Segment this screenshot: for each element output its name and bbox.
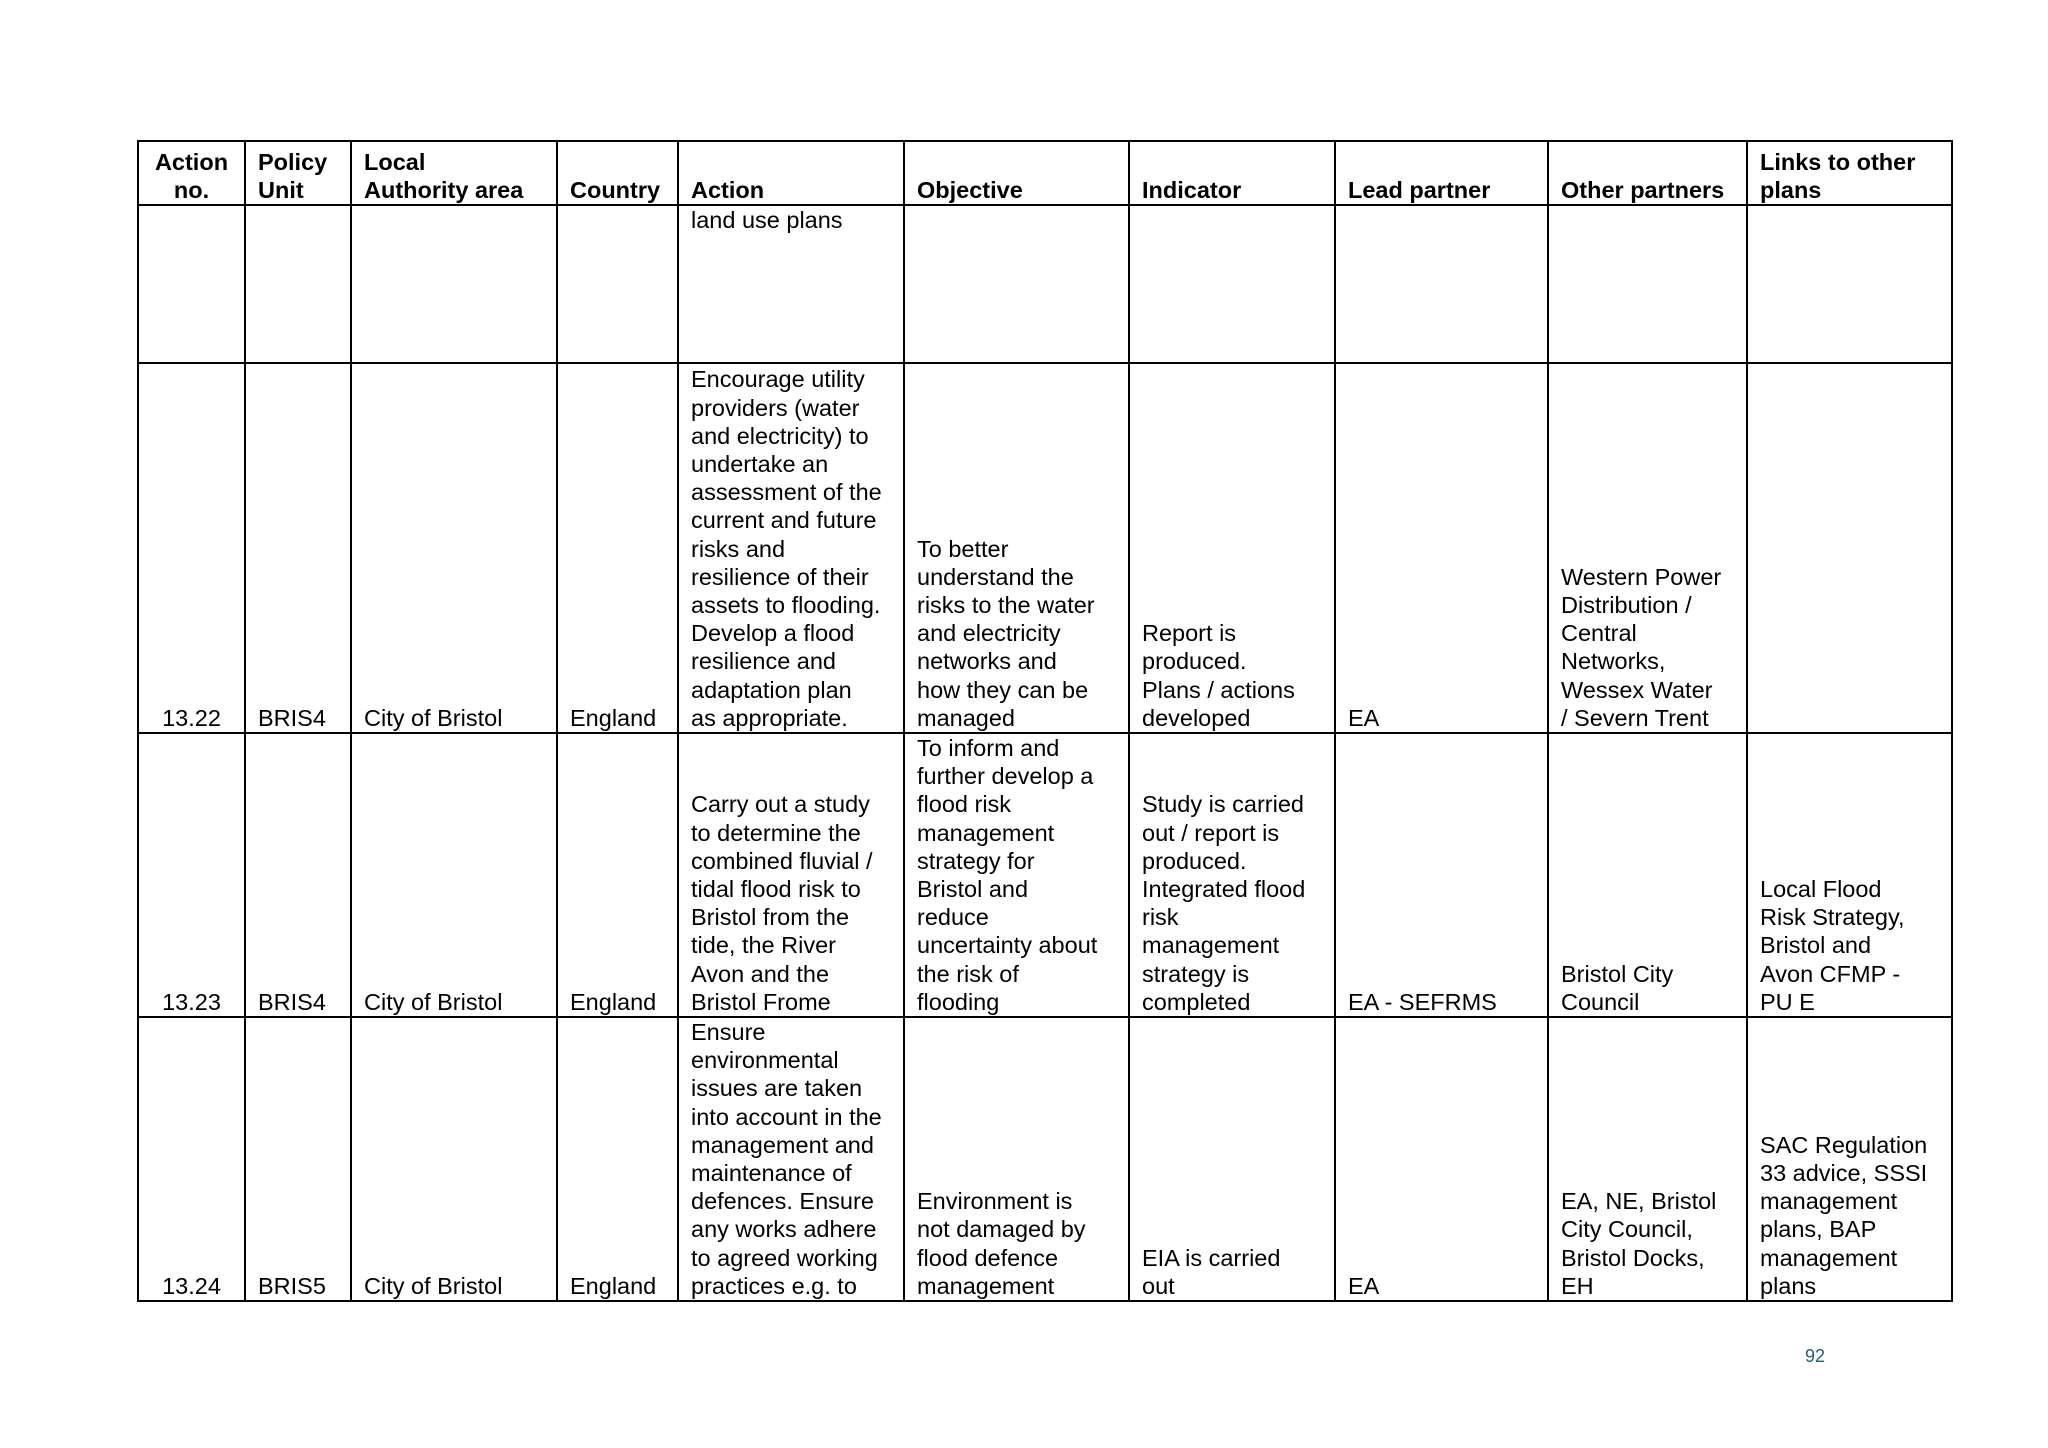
cell-objective	[904, 205, 1129, 363]
cell-local-authority: City of Bristol	[351, 733, 557, 1017]
cell-country: England	[557, 1017, 678, 1301]
cell-links: Local Flood Risk Strategy, Bristol and Avon CFMP - PU E	[1747, 733, 1952, 1017]
header-policy-unit: Policy Unit	[245, 141, 351, 205]
cell-local-authority: City of Bristol	[351, 1017, 557, 1301]
cell-action: Ensure environmental issues are taken into account in the management and maintenance of defences. Ensure any works adhere to agreed working practices e.g. to	[678, 1017, 904, 1301]
cell-objective: To better understand the risks to the water and electricity networks and how they can be managed	[904, 363, 1129, 733]
header-action: Action	[678, 141, 904, 205]
cell-local-authority	[351, 205, 557, 363]
cell-action: land use plans	[678, 205, 904, 363]
cell-action: Carry out a study to determine the combined fluvial / tidal flood risk to Bristol from the tide, the River Avon and the Bristol Frome	[678, 733, 904, 1017]
cell-objective: Environment is not damaged by flood defence management	[904, 1017, 1129, 1301]
cell-links	[1747, 363, 1952, 733]
cell-action-no	[138, 205, 245, 363]
cell-policy-unit: BRIS4	[245, 363, 351, 733]
cell-other-partners: Bristol City Council	[1548, 733, 1747, 1017]
action-plan-table	[137, 140, 1953, 1302]
cell-indicator: EIA is carried out	[1129, 1017, 1335, 1301]
cell-other-partners: Western Power Distribution / Central Networks, Wessex Water / Severn Trent	[1548, 363, 1747, 733]
cell-lead-partner: EA	[1335, 363, 1548, 733]
cell-policy-unit	[245, 205, 351, 363]
header-lead-partner: Lead partner	[1335, 141, 1548, 205]
cell-indicator	[1129, 205, 1335, 363]
header-local-authority: Local Authority area	[351, 141, 557, 205]
header-links: Links to other plans	[1747, 141, 1952, 205]
cell-action: Encourage utility providers (water and electricity) to undertake an assessment of the current and future risks and resilience of their assets to flooding. Develop a flood resilience and adaptation plan as appropriate.	[678, 363, 904, 733]
header-indicator: Indicator	[1129, 141, 1335, 205]
page-number: 92	[1804, 1346, 1826, 1366]
cell-action-no: 13.23	[138, 733, 245, 1017]
header-objective: Objective	[904, 141, 1129, 205]
header-country: Country	[557, 141, 678, 205]
cell-action-no: 13.24	[138, 1017, 245, 1301]
cell-country: England	[557, 363, 678, 733]
header-other-partners: Other partners	[1548, 141, 1747, 205]
table-row	[138, 1017, 1952, 1301]
cell-country: England	[557, 733, 678, 1017]
cell-local-authority: City of Bristol	[351, 363, 557, 733]
cell-lead-partner: EA - SEFRMS	[1335, 733, 1548, 1017]
cell-links	[1747, 205, 1952, 363]
header-action-no: Action no.	[138, 141, 245, 205]
cell-policy-unit: BRIS5	[245, 1017, 351, 1301]
cell-indicator: Report is produced. Plans / actions developed	[1129, 363, 1335, 733]
table-header-row	[138, 141, 1952, 205]
cell-action-no: 13.22	[138, 363, 245, 733]
cell-indicator: Study is carried out / report is produced. Integrated flood risk management strategy is completed	[1129, 733, 1335, 1017]
cell-lead-partner	[1335, 205, 1548, 363]
table-row	[138, 363, 1952, 733]
cell-links: SAC Regulation 33 advice, SSSI management plans, BAP management plans	[1747, 1017, 1952, 1301]
cell-other-partners	[1548, 205, 1747, 363]
cell-objective: To inform and further develop a flood risk management strategy for Bristol and reduce uncertainty about the risk of flooding	[904, 733, 1129, 1017]
cell-policy-unit: BRIS4	[245, 733, 351, 1017]
cell-country	[557, 205, 678, 363]
table-row	[138, 205, 1952, 363]
cell-other-partners: EA, NE, Bristol City Council, Bristol Docks, EH	[1548, 1017, 1747, 1301]
table-row	[138, 733, 1952, 1017]
cell-lead-partner: EA	[1335, 1017, 1548, 1301]
